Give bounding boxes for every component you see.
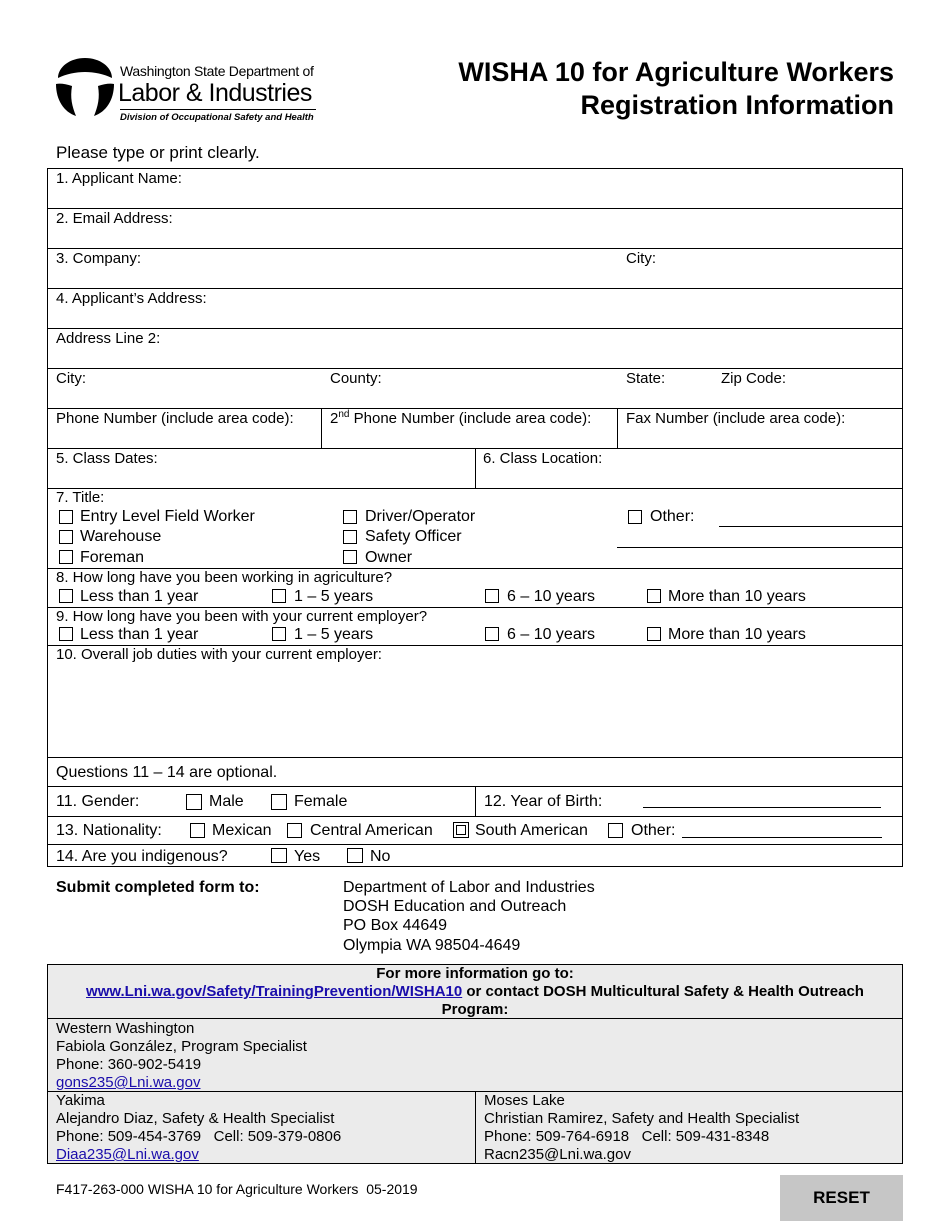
experience-option-label: 1 – 5 years (294, 588, 374, 605)
title-owner-checkbox[interactable] (343, 550, 357, 564)
form-title-line-1: WISHA 10 for Agriculture Workers (458, 57, 894, 87)
moses-email: Racn235@Lni.wa.gov (484, 1146, 631, 1163)
submit-address-line: Olympia WA 98504-4649 (343, 937, 521, 954)
nationality-central-american-checkbox[interactable] (287, 823, 302, 838)
row-divider (47, 208, 903, 209)
tenure-1to5-checkbox[interactable] (272, 627, 286, 641)
employer-tenure-question-label: 9. How long have you been with your current employer? (56, 608, 428, 625)
second-phone-prefix: 2 (330, 410, 339, 427)
experience-option-label: 6 – 10 years (507, 588, 596, 605)
experience-gt10-checkbox[interactable] (647, 589, 661, 603)
title-driver-checkbox[interactable] (343, 510, 357, 524)
info-heading: For more information go to: (376, 965, 574, 982)
form-id: F417-263-000 WISHA 10 for Agriculture Workers 05-2019 (56, 1181, 418, 1197)
western-region: Western Washington (56, 1020, 195, 1037)
title-option-label: Foreman (80, 549, 145, 566)
gender-option-label: Male (209, 793, 244, 810)
western-email-link[interactable]: gons235@Lni.wa.gov (56, 1074, 201, 1091)
row-divider (47, 368, 903, 369)
title-option-label: Entry Level Field Worker (80, 508, 255, 525)
col-divider (321, 408, 322, 448)
submit-address-line: PO Box 44649 (343, 917, 448, 934)
nationality-question-label: 13. Nationality: (56, 822, 162, 839)
yakima-name: Alejandro Diaz, Safety & Health Specialist (56, 1110, 335, 1127)
row-divider (47, 488, 903, 489)
row-divider (47, 757, 903, 758)
western-name: Fabiola González, Program Specialist (56, 1038, 307, 1055)
row-divider (47, 248, 903, 249)
experience-lt1-checkbox[interactable] (59, 589, 73, 603)
experience-question-label: 8. How long have you been working in agriculture? (56, 569, 393, 586)
gender-question-label: 11. Gender: (56, 793, 140, 810)
second-phone-sup: nd (338, 409, 350, 420)
gender-male-checkbox[interactable] (186, 794, 202, 810)
tenure-option-label: 1 – 5 years (294, 626, 374, 643)
row-divider (47, 844, 903, 845)
experience-6to10-checkbox[interactable] (485, 589, 499, 603)
instruction-text: Please type or print clearly. (56, 143, 260, 162)
birth-year-input[interactable] (643, 807, 881, 808)
nationality-south-american-checkbox[interactable] (453, 822, 469, 838)
nationality-option-label: South American (475, 822, 588, 839)
nationality-mexican-checkbox[interactable] (190, 823, 205, 838)
tenure-6to10-checkbox[interactable] (485, 627, 499, 641)
tenure-option-label: 6 – 10 years (507, 626, 596, 643)
info-link-line (47, 983, 903, 1001)
optional-note: Questions 11 – 14 are optional. (56, 764, 278, 781)
indigenous-option-label: No (370, 848, 391, 865)
logo-line-2: Labor & Industries (118, 79, 312, 107)
email-field[interactable]: 2. Email Address: (56, 210, 173, 227)
submit-address-line: DOSH Education and Outreach (343, 898, 567, 915)
logo-line-1: Washington State Department of (120, 63, 314, 79)
gender-female-checkbox[interactable] (271, 794, 287, 810)
row-divider (47, 288, 903, 289)
title-other-input[interactable] (719, 526, 903, 527)
logo-mark-icon (54, 56, 116, 118)
agency-logo (54, 54, 324, 128)
info-col-divider (475, 1091, 476, 1164)
col-divider (475, 786, 476, 816)
city-field[interactable]: City: (56, 370, 86, 387)
title-option-label: Owner (365, 549, 413, 566)
reset-button-label: RESET (813, 1188, 870, 1207)
tenure-option-label: More than 10 years (668, 626, 806, 643)
gender-option-label: Female (294, 793, 348, 810)
form-title-line-2: Registration Information (580, 90, 894, 120)
county-field[interactable]: County: (330, 370, 382, 387)
yakima-email-link[interactable]: Diaa235@Lni.wa.gov (56, 1146, 199, 1163)
title-other-checkbox[interactable] (628, 510, 642, 524)
title-safety-officer-checkbox[interactable] (343, 530, 357, 544)
title-option-label: Warehouse (80, 528, 162, 545)
state-field[interactable]: State: (626, 370, 666, 387)
title-entry-level-checkbox[interactable] (59, 510, 73, 524)
title-option-label: Safety Officer (365, 528, 462, 545)
title-option-label: Driver/Operator (365, 508, 476, 525)
fax-field[interactable]: Fax Number (include area code): (626, 410, 846, 427)
row-divider (47, 816, 903, 817)
info-program-line: Program: (441, 1001, 509, 1018)
western-phone: Phone: 360-902-5419 (56, 1056, 202, 1073)
col-divider (475, 448, 476, 488)
experience-1to5-checkbox[interactable] (272, 589, 286, 603)
yakima-region: Yakima (56, 1092, 105, 1109)
title-foreman-checkbox[interactable] (59, 550, 73, 564)
job-duties-field[interactable]: 10. Overall job duties with your current employer: (56, 646, 382, 663)
applicant-name-field[interactable]: 1. Applicant Name: (56, 170, 182, 187)
logo-line-3: Division of Occupational Safety and Health (120, 112, 314, 123)
row-divider (47, 328, 903, 329)
title-other-input-line-2[interactable] (617, 547, 903, 548)
tenure-lt1-checkbox[interactable] (59, 627, 73, 641)
submit-label: Submit completed form to: (56, 879, 260, 896)
indigenous-option-label: Yes (294, 848, 321, 865)
info-link-after: or contact DOSH Multicultural Safety & Health Outreach (462, 983, 864, 1000)
logo-rule (120, 109, 316, 110)
phone-field[interactable]: Phone Number (include area code): (56, 410, 294, 427)
tenure-option-label: Less than 1 year (80, 626, 199, 643)
title-option-label: Other: (650, 508, 695, 525)
experience-option-label: Less than 1 year (80, 588, 199, 605)
moses-phone: Phone: 509-764-6918 Cell: 509-431-8348 (484, 1128, 770, 1145)
nationality-option-label: Mexican (212, 822, 272, 839)
moses-region: Moses Lake (484, 1092, 565, 1109)
nationality-option-label: Central American (310, 822, 433, 839)
reset-button[interactable] (780, 1175, 903, 1221)
indigenous-no-checkbox[interactable] (347, 848, 363, 863)
class-location-field[interactable]: 6. Class Location: (483, 450, 603, 467)
nationality-option-label: Other: (631, 822, 676, 839)
yakima-phone: Phone: 509-454-3769 Cell: 509-379-0806 (56, 1128, 342, 1145)
experience-option-label: More than 10 years (668, 588, 806, 605)
title-warehouse-checkbox[interactable] (59, 530, 73, 544)
tenure-gt10-checkbox[interactable] (647, 627, 661, 641)
wisha10-link[interactable]: www.Lni.wa.gov/Safety/TrainingPrevention/WISHA10 (86, 983, 463, 1000)
second-phone-field[interactable] (330, 410, 591, 428)
nationality-other-input[interactable] (682, 837, 882, 838)
company-field[interactable]: 3. Company: (56, 250, 142, 267)
class-dates-field[interactable]: 5. Class Dates: (56, 450, 158, 467)
nationality-other-checkbox[interactable] (608, 823, 623, 838)
address-line-2-field[interactable]: Address Line 2: (56, 330, 161, 347)
indigenous-question-label: 14. Are you indigenous? (56, 848, 228, 865)
title-question-label: 7. Title: (56, 489, 105, 506)
row-divider (47, 408, 903, 409)
col-divider (617, 408, 618, 448)
company-city-field[interactable]: City: (626, 250, 656, 267)
moses-name: Christian Ramirez, Safety and Health Specialist (484, 1110, 800, 1127)
second-phone-label: Phone Number (include area code): (349, 410, 592, 427)
indigenous-yes-checkbox[interactable] (271, 848, 287, 863)
submit-address-line: Department of Labor and Industries (343, 879, 595, 896)
zip-field[interactable]: Zip Code: (721, 370, 787, 387)
birth-year-label: 12. Year of Birth: (484, 793, 603, 810)
address-field[interactable]: 4. Applicant’s Address: (56, 290, 207, 307)
